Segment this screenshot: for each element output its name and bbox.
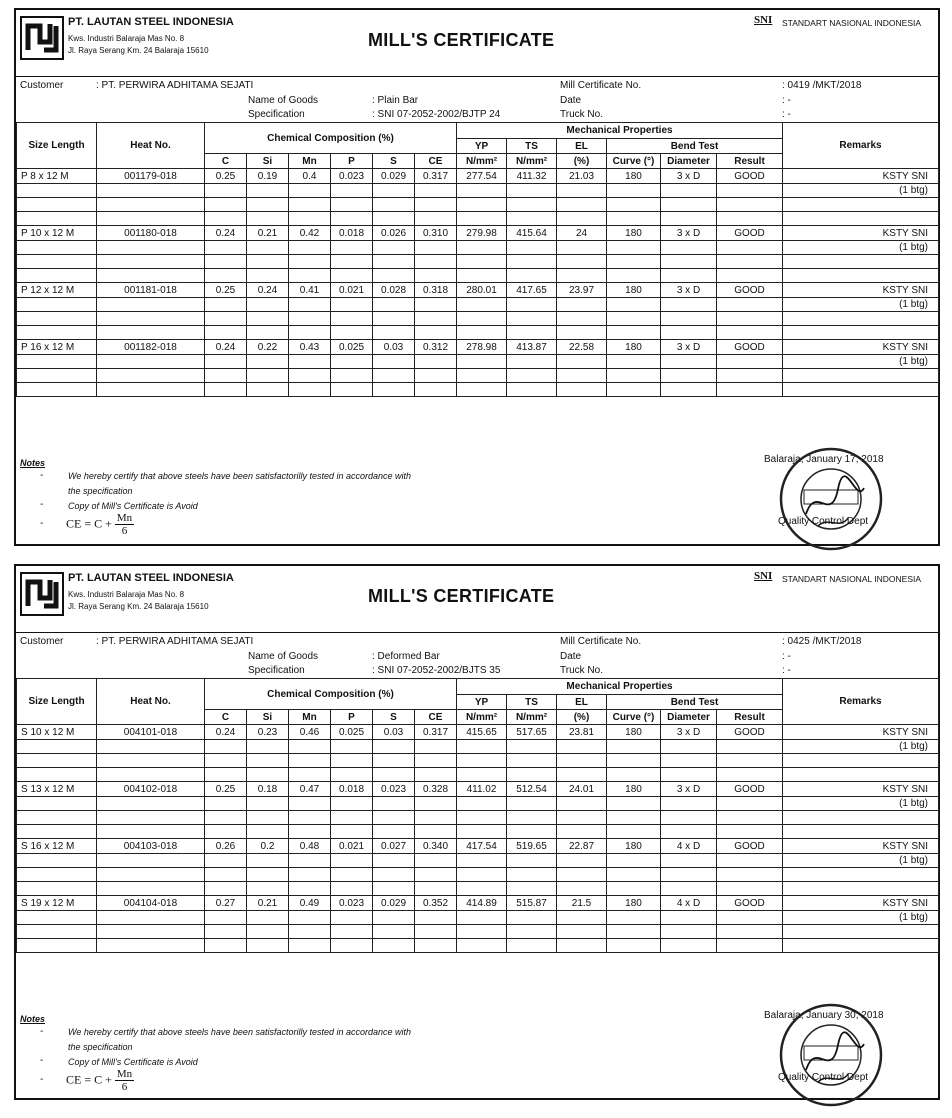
ts-unit: N/mm² [507,710,557,725]
cell-yp: 277.54 [457,169,507,184]
cell-mn: 0.49 [289,896,331,911]
cell-si: 0.2 [247,839,289,854]
cell-result: GOOD [717,725,783,740]
cell-remarks: KSTY SNI [783,896,939,911]
c-header: C [205,710,247,725]
specification-label: Specification [248,665,305,676]
notes-title: Notes [20,1014,46,1024]
cell-size: P 12 x 12 M [17,283,97,298]
certificate-title: MILL'S CERTIFICATE [368,586,555,606]
cell-diameter: 3 x D [661,226,717,241]
cell-curve: 180 [607,839,661,854]
table-row [17,896,939,911]
cell-ts: 411.32 [507,169,557,184]
note-certify: We hereby certify that above steels have been satisfactorilly tested in accordance with [68,471,412,481]
cell-remarks: KSTY SNI [783,226,939,241]
cell-mn: 0.43 [289,340,331,355]
certificate-title: MILL'S CERTIFICATE [368,30,555,50]
customer-value: : PT. PERWIRA ADHITAMA SEJATI [96,636,254,647]
heat-no-header: Heat No. [97,123,205,169]
company-address-line-1: Kws. Industri Balaraja Mas No. 8 [68,590,185,599]
mill-certificate-no-value: : 0419 /MKT/2018 [782,80,862,91]
cell-remarks: KSTY SNI [783,839,939,854]
truck-no-value: : - [782,109,791,120]
heat-no-header: Heat No. [97,679,205,725]
sni-logo: SNI [754,14,773,26]
cell-remarks-qty: (1 btg) [783,854,939,868]
cell-si: 0.23 [247,725,289,740]
s-header: S [373,710,415,725]
cell-ce: 0.352 [415,896,457,911]
cell-mn: 0.48 [289,839,331,854]
cell-size: P 16 x 12 M [17,340,97,355]
c-header: C [205,154,247,169]
note-copy: Copy of Mill's Certificate is Avoid [68,501,198,511]
company-address-line-2: Jl. Raya Serang Km. 24 Balaraja 15610 [68,602,209,611]
company-address-line-2: Jl. Raya Serang Km. 24 Balaraja 15610 [68,46,209,55]
cell-ce: 0.318 [415,283,457,298]
cell-c: 0.27 [205,896,247,911]
cell-si: 0.21 [247,226,289,241]
cell-c: 0.24 [205,226,247,241]
note-certify-cont: the specification [68,1042,133,1052]
cell-el: 23.81 [557,725,607,740]
cell-remarks-qty: (1 btg) [783,355,939,369]
goods-value: : Deformed Bar [372,651,440,662]
table-row [17,169,939,184]
cell-diameter: 4 x D [661,896,717,911]
remarks-header: Remarks [783,679,939,725]
table-row [17,782,939,797]
cell-size: S 10 x 12 M [17,725,97,740]
mill-certificate-no-value: : 0425 /MKT/2018 [782,636,862,647]
company-stamp-icon [776,1000,886,1110]
ts-unit: N/mm² [507,154,557,169]
sni-text: STANDART NASIONAL INDONESIA [782,574,922,584]
cell-si: 0.21 [247,896,289,911]
cell-remarks-qty: (1 btg) [783,797,939,811]
cell-remarks-qty: (1 btg) [783,740,939,754]
cell-result: GOOD [717,782,783,797]
curve-header: Curve (°) [607,154,661,169]
cell-size: S 19 x 12 M [17,896,97,911]
mn-header: Mn [289,710,331,725]
ce-header: CE [415,710,457,725]
cell-c: 0.25 [205,169,247,184]
cell-remarks: KSTY SNI [783,782,939,797]
company-address-line-1: Kws. Industri Balaraja Mas No. 8 [68,34,185,43]
cell-s: 0.027 [373,839,415,854]
chemical-composition-header: Chemical Composition (%) [205,123,457,154]
cell-result: GOOD [717,896,783,911]
cell-result: GOOD [717,169,783,184]
company-stamp-icon [776,444,886,554]
table-row [17,283,939,298]
cell-ce: 0.312 [415,340,457,355]
cell-el: 24 [557,226,607,241]
cell-ce: 0.317 [415,169,457,184]
cell-remarks-qty: (1 btg) [783,184,939,198]
ce-header: CE [415,154,457,169]
sign-place-date: Balaraja, January 30, 2018 [764,1010,884,1021]
cell-el: 22.58 [557,340,607,355]
ce-formula [66,512,134,537]
cell-heat: 001182-018 [97,340,205,355]
notes-title: Notes [20,458,46,468]
diameter-header: Diameter [661,710,717,725]
remarks-header: Remarks [783,123,939,169]
cell-mn: 0.41 [289,283,331,298]
p-header: P [331,154,373,169]
el-unit: (%) [557,710,607,725]
cell-el: 21.03 [557,169,607,184]
certificate-header [16,566,938,636]
p-header: P [331,710,373,725]
date-label: Date [560,651,582,662]
truck-no-value: : - [782,665,791,676]
cell-remarks-qty: (1 btg) [783,241,939,255]
cell-curve: 180 [607,226,661,241]
formula-denominator: 6 [121,525,128,537]
table-row [17,226,939,241]
chemical-composition-header: Chemical Composition (%) [205,679,457,710]
cell-heat: 001179-018 [97,169,205,184]
test-results-table [16,122,939,397]
company-name: PT. LAUTAN STEEL INDONESIA [68,572,234,584]
mill-certificate: PT. LAUTAN STEEL INDONESIA Kws. Industri Balaraja Mas No. 8 Jl. Raya Serang Km. 24 Balaraja 15610 MILL'S CERTIFICATE SNI STANDART NASIONAL INDONESIA Customer : PT. PERWIRA ADHITAMA SEJATI Name of Goods : Plain Bar Specification : SNI 07-2052-2002/BJTP 24 Mill Certificate No. : 0419 /MKT/2018 Date : - Truck No. : - Size Length Heat No. Chemical Composition (%) Mechanical Properties Remarks YP TS EL Bend Test C Si Mn P S CE N/mm² N/mm² (%) Curve (°) Diameter Result P 8 x 12 M 001179-018 0.25 0.19 0.4 0.023 0.029 0.317 277.54 411.32 21.03 180 3 x D GOOD KSTY SNI (1 btg) P 10 x 12 M 001180-018 0.24 0.21 0.42 0.018 0.026 0.310 279.98 415.64 24 180 3 x D GOOD KSTY SNI (1 btg) P 12 x 12 M 001181-018 0.25 0.24 0.41 0.021 0.028 0.318 280.01 417.65 23.97 180 3 x D GOOD KSTY SNI (1 btg) P 16 x 12 M 001182-018 0.24 0.22 0.43 0.025 0.03 0.312 278.98 413.87 22.58 180 3 x D GOOD KSTY SNI (1 btg) Notes - We hereby certify that above steels have been satisfactorilly tested in accordance with the specification - Copy of Mill's Certificate is Avoid - CE = C + $\frac{Mn}{6}$ Balaraja, January 17, 2018 Quality Control Dept [14,8,940,546]
cell-s: 0.026 [373,226,415,241]
diameter-header: Diameter [661,154,717,169]
cell-c: 0.25 [205,782,247,797]
cell-diameter: 3 x D [661,169,717,184]
cell-diameter: 4 x D [661,839,717,854]
customer-label: Customer [20,636,64,647]
cell-p: 0.021 [331,283,373,298]
goods-value: : Plain Bar [372,95,419,106]
mill-certificate-no-label: Mill Certificate No. [560,80,642,91]
cell-heat: 001181-018 [97,283,205,298]
cell-c: 0.24 [205,725,247,740]
yp-unit: N/mm² [457,710,507,725]
cell-diameter: 3 x D [661,283,717,298]
si-header: Si [247,710,289,725]
cell-remarks: KSTY SNI [783,340,939,355]
table-row [17,725,939,740]
cell-c: 0.24 [205,340,247,355]
cell-si: 0.22 [247,340,289,355]
specification-value: : SNI 07-2052-2002/BJTS 35 [372,665,501,676]
s-header: S [373,154,415,169]
cell-size: P 8 x 12 M [17,169,97,184]
cell-mn: 0.42 [289,226,331,241]
cell-yp: 414.89 [457,896,507,911]
cell-curve: 180 [607,782,661,797]
formula-denominator: 6 [121,1081,128,1093]
cell-p: 0.018 [331,782,373,797]
mechanical-properties-header: Mechanical Properties [457,123,783,139]
cell-diameter: 3 x D [661,340,717,355]
result-header: Result [717,154,783,169]
cell-s: 0.023 [373,782,415,797]
cell-p: 0.025 [331,340,373,355]
cell-heat: 004102-018 [97,782,205,797]
specification-value: : SNI 07-2052-2002/BJTP 24 [372,109,501,120]
cell-remarks-qty: (1 btg) [783,911,939,925]
cell-c: 0.26 [205,839,247,854]
ts-header: TS [507,139,557,154]
note-certify-cont: the specification [68,486,133,496]
note-copy: Copy of Mill's Certificate is Avoid [68,1057,198,1067]
certificate-header [16,10,938,80]
bend-test-header: Bend Test [607,139,783,154]
cell-yp: 411.02 [457,782,507,797]
cell-p: 0.021 [331,839,373,854]
cell-mn: 0.47 [289,782,331,797]
cell-curve: 180 [607,725,661,740]
cell-ce: 0.310 [415,226,457,241]
yp-header: YP [457,139,507,154]
cell-diameter: 3 x D [661,782,717,797]
ce-formula [66,1068,134,1093]
company-logo-icon [20,16,64,60]
el-header: EL [557,139,607,154]
mill-certificate: PT. LAUTAN STEEL INDONESIA Kws. Industri Balaraja Mas No. 8 Jl. Raya Serang Km. 24 Balaraja 15610 MILL'S CERTIFICATE SNI STANDART NASIONAL INDONESIA Customer : PT. PERWIRA ADHITAMA SEJATI Name of Goods : Deformed Bar Specification : SNI 07-2052-2002/BJTS 35 Mill Certificate No. : 0425 /MKT/2018 Date : - Truck No. : - Size Length Heat No. Chemical Composition (%) Mechanical Properties Remarks YP TS EL Bend Test C Si Mn P S CE N/mm² N/mm² (%) Curve (°) Diameter Result S 10 x 12 M 004101-018 0.24 0.23 0.46 0.025 0.03 0.317 415.65 517.65 23.81 180 3 x D GOOD KSTY SNI (1 btg) S 13 x 12 M 004102-018 0.25 0.18 0.47 0.018 0.023 0.328 411.02 512.54 24.01 180 3 x D GOOD KSTY SNI (1 btg) S 16 x 12 M 004103-018 0.26 0.2 0.48 0.021 0.027 0.340 417.54 519.65 22.87 180 4 x D GOOD KSTY SNI (1 btg) S 19 x 12 M 004104-018 0.27 0.21 0.49 0.023 0.029 0.352 414.89 515.87 21.5 180 4 x D GOOD KSTY SNI (1 btg) Notes - We hereby certify that above steels have been satisfactorilly tested in accordance with the specification - Copy of Mill's Certificate is Avoid - CE = C + $\frac{Mn}{6}$ Balaraja, January 30, 2018 Quality Control Dept [14,564,940,1100]
yp-unit: N/mm² [457,154,507,169]
table-row [17,839,939,854]
cell-ce: 0.328 [415,782,457,797]
cell-si: 0.19 [247,169,289,184]
cell-si: 0.18 [247,782,289,797]
cell-el: 22.87 [557,839,607,854]
cell-el: 24.01 [557,782,607,797]
sni-text: STANDART NASIONAL INDONESIA [782,18,922,28]
result-header: Result [717,710,783,725]
cell-ts: 415.64 [507,226,557,241]
cell-heat: 004101-018 [97,725,205,740]
cell-ts: 515.87 [507,896,557,911]
cell-yp: 417.54 [457,839,507,854]
cell-curve: 180 [607,340,661,355]
ts-header: TS [507,695,557,710]
formula-lhs: CE = C + [66,1072,112,1087]
size-length-header: Size Length [17,123,97,169]
cell-ts: 519.65 [507,839,557,854]
cell-p: 0.023 [331,169,373,184]
cell-s: 0.03 [373,340,415,355]
date-value: : - [782,651,791,662]
cell-yp: 415.65 [457,725,507,740]
cell-si: 0.24 [247,283,289,298]
cell-result: GOOD [717,340,783,355]
cell-p: 0.018 [331,226,373,241]
formula-numerator: Mn [116,1068,133,1080]
mill-certificate-no-label: Mill Certificate No. [560,636,642,647]
cell-curve: 180 [607,896,661,911]
cell-curve: 180 [607,283,661,298]
cell-ts: 417.65 [507,283,557,298]
customer-label: Customer [20,80,64,91]
cell-s: 0.029 [373,896,415,911]
cell-remarks: KSTY SNI [783,283,939,298]
formula-numerator: Mn [116,512,133,524]
cell-result: GOOD [717,839,783,854]
cell-ce: 0.317 [415,725,457,740]
date-label: Date [560,95,582,106]
goods-label: Name of Goods [248,95,319,106]
cell-ts: 512.54 [507,782,557,797]
cell-mn: 0.4 [289,169,331,184]
cell-ts: 413.87 [507,340,557,355]
truck-no-label: Truck No. [560,109,603,120]
size-length-header: Size Length [17,679,97,725]
goods-label: Name of Goods [248,651,319,662]
note-certify: We hereby certify that above steels have been satisfactorilly tested in accordance with [68,1027,412,1037]
cell-yp: 280.01 [457,283,507,298]
cell-remarks: KSTY SNI [783,169,939,184]
cell-diameter: 3 x D [661,725,717,740]
specification-label: Specification [248,109,305,120]
cell-s: 0.029 [373,169,415,184]
cell-ce: 0.340 [415,839,457,854]
cell-s: 0.03 [373,725,415,740]
curve-header: Curve (°) [607,710,661,725]
date-value: : - [782,95,791,106]
cell-heat: 004104-018 [97,896,205,911]
cell-el: 23.97 [557,283,607,298]
cell-remarks: KSTY SNI [783,725,939,740]
cell-result: GOOD [717,226,783,241]
cell-s: 0.028 [373,283,415,298]
quality-control-dept: Quality Control Dept [778,1072,869,1083]
el-unit: (%) [557,154,607,169]
cell-size: S 13 x 12 M [17,782,97,797]
truck-no-label: Truck No. [560,665,603,676]
cell-p: 0.023 [331,896,373,911]
si-header: Si [247,154,289,169]
cell-mn: 0.46 [289,725,331,740]
mn-header: Mn [289,154,331,169]
yp-header: YP [457,695,507,710]
table-row [17,340,939,355]
mechanical-properties-header: Mechanical Properties [457,679,783,695]
cell-el: 21.5 [557,896,607,911]
cell-curve: 180 [607,169,661,184]
cell-heat: 001180-018 [97,226,205,241]
cell-size: S 16 x 12 M [17,839,97,854]
bend-test-header: Bend Test [607,695,783,710]
cell-yp: 279.98 [457,226,507,241]
el-header: EL [557,695,607,710]
test-results-table [16,678,939,953]
cell-size: P 10 x 12 M [17,226,97,241]
cell-heat: 004103-018 [97,839,205,854]
sign-place-date: Balaraja, January 17, 2018 [764,454,884,465]
cell-ts: 517.65 [507,725,557,740]
cell-p: 0.025 [331,725,373,740]
company-name: PT. LAUTAN STEEL INDONESIA [68,16,234,28]
sni-logo: SNI [754,570,773,582]
cell-c: 0.25 [205,283,247,298]
company-logo-icon [20,572,64,616]
formula-lhs: CE = C + [66,516,112,531]
customer-value: : PT. PERWIRA ADHITAMA SEJATI [96,80,254,91]
cell-yp: 278.98 [457,340,507,355]
quality-control-dept: Quality Control Dept [778,516,869,527]
cell-result: GOOD [717,283,783,298]
cell-remarks-qty: (1 btg) [783,298,939,312]
